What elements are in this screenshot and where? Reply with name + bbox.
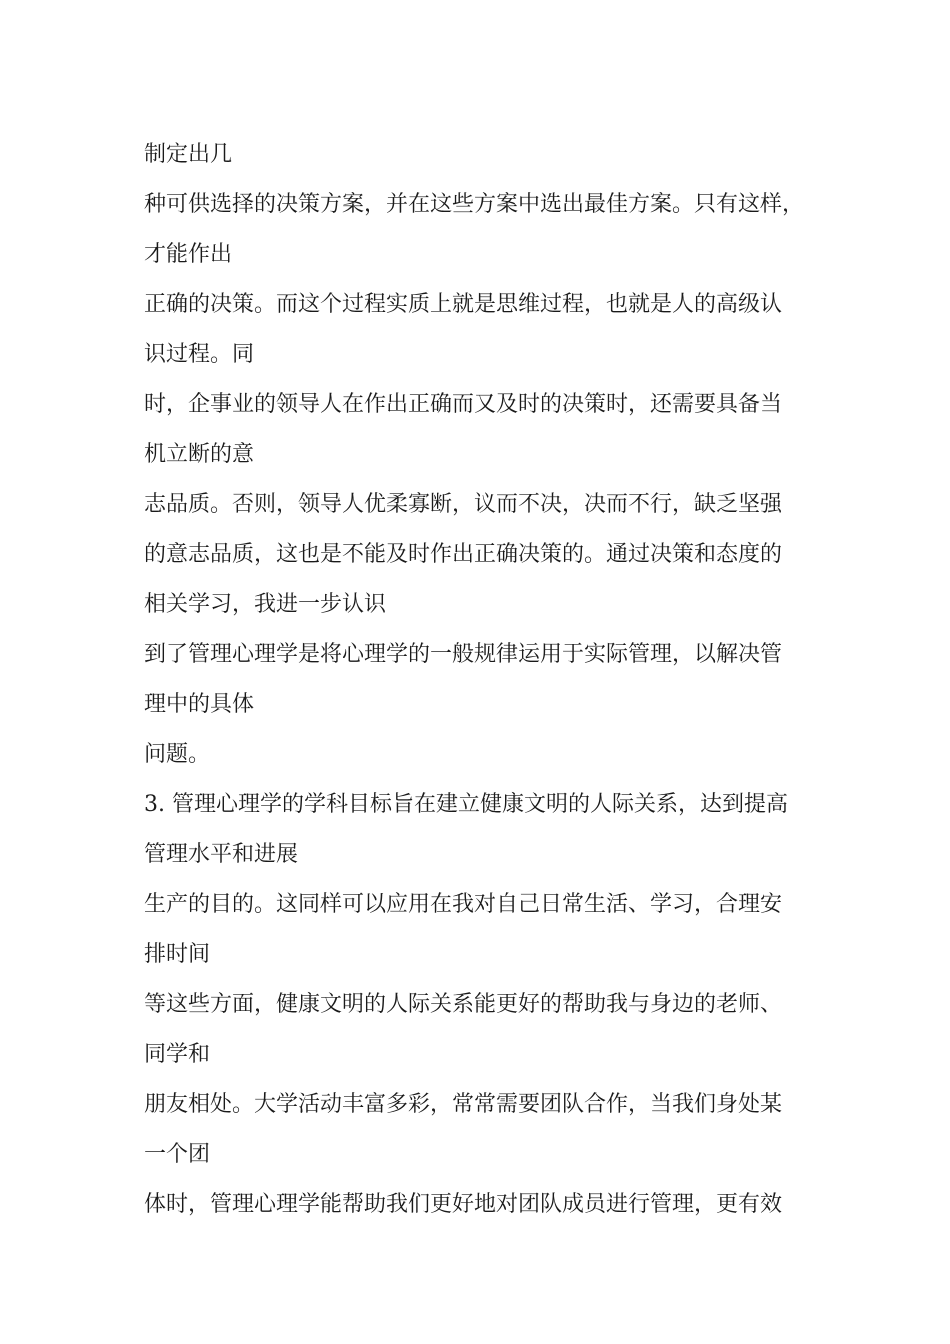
text-line: 时，企事业的领导人在作出正确而又及时的决策时，还需要具备当 bbox=[144, 392, 783, 417]
body-text bbox=[144, 130, 824, 1230]
text-line: 才能作出 bbox=[144, 242, 233, 267]
text-line: 一个团 bbox=[144, 1142, 211, 1167]
text-line: 到了管理心理学是将心理学的一般规律运用于实际管理，以解决管 bbox=[144, 642, 783, 667]
text-line: 正确的决策。而这个过程实质上就是思维过程，也就是人的高级认 bbox=[144, 292, 783, 317]
text-line: 志品质。否则，领导人优柔寡断，议而不决，决而不行，缺乏坚强 bbox=[144, 492, 783, 517]
text-line: 3. 管理心理学的学科目标旨在建立健康文明的人际关系，达到提高 bbox=[144, 792, 788, 817]
text-line: 排时间 bbox=[144, 942, 211, 967]
text-line: 体时，管理心理学能帮助我们更好地对团队成员进行管理，更有效 bbox=[144, 1192, 783, 1217]
text-line: 相关学习，我进一步认识 bbox=[144, 592, 387, 617]
text-line: 机立断的意 bbox=[144, 442, 255, 467]
text-line: 等这些方面，健康文明的人际关系能更好的帮助我与身边的老师、 bbox=[144, 992, 783, 1017]
text-line: 管理水平和进展 bbox=[144, 842, 299, 867]
text-line: 朋友相处。大学活动丰富多彩，常常需要团队合作，当我们身处某 bbox=[144, 1092, 783, 1117]
text-line: 问题。 bbox=[144, 742, 211, 767]
text-line: 生产的目的。这同样可以应用在我对自己日常生活、学习，合理安 bbox=[144, 892, 783, 917]
text-line: 识过程。同 bbox=[144, 342, 255, 367]
text-line: 种可供选择的决策方案，并在这些方案中选出最佳方案。只有这样， bbox=[144, 192, 805, 217]
text-line: 制定出几 bbox=[144, 142, 233, 167]
text-line: 理中的具体 bbox=[144, 692, 255, 717]
text-line: 同学和 bbox=[144, 1042, 211, 1067]
text-line: 的意志品质，这也是不能及时作出正确决策的。通过决策和态度的 bbox=[144, 542, 783, 567]
